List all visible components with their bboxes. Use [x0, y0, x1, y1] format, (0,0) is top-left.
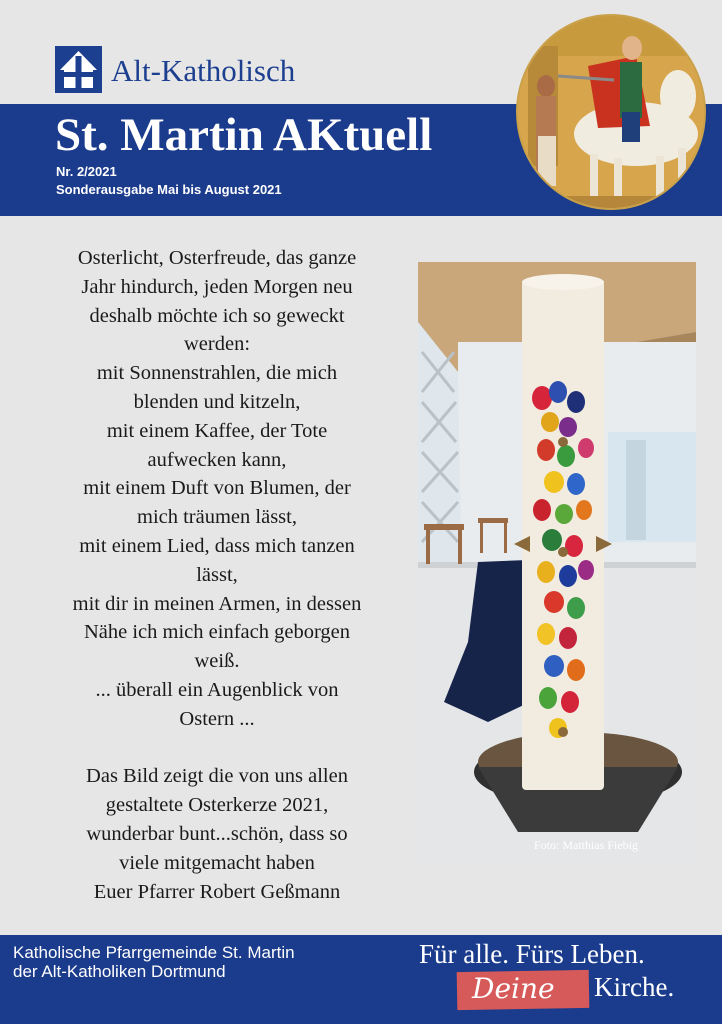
footer-banner [0, 935, 722, 1024]
poem-line: blenden und kitzeln, [133, 390, 301, 413]
caption-line: Das Bild zeigt die von uns allen [86, 765, 348, 788]
caption-line: viele mitgemacht haben [119, 851, 315, 874]
poem-spacer [22, 734, 412, 763]
kirche-text: Kirche. [594, 972, 675, 1002]
poem-line: mit einem Duft von Blumen, der [83, 477, 351, 500]
poem-line: aufwecken kann, [147, 448, 287, 471]
issue-number: Nr. 2/2021 [56, 164, 117, 179]
church-logo-icon [55, 46, 102, 93]
poem-line: mit Sonnenstrahlen, die mich [96, 362, 338, 385]
poem-line: mich träumen lässt, [137, 506, 297, 529]
poem-line: Ostern ... [179, 707, 255, 730]
poem-line: weiß. [194, 650, 240, 673]
parish-name: Katholische Pfarrgemeinde St. Martin [13, 943, 295, 962]
poem-line: ... überall ein Augenblick von [95, 678, 339, 701]
poem-line: Nähe ich mich einfach geborgen [83, 621, 350, 644]
poem-line: Osterlicht, Osterfreude, das ganze [77, 247, 357, 269]
caption-line: wunderbar bunt...schön, dass so [86, 822, 348, 845]
photo-credit: Foto: Matthias Fiebig [533, 838, 638, 852]
caption-line: gestaltete Osterkerze 2021, [105, 794, 329, 817]
slogan-text: Für alle. Fürs Leben. [419, 939, 645, 969]
page-title: St. Martin AKtuell [55, 109, 433, 161]
poem-line: werden: [183, 333, 251, 356]
caption-line: Euer Pfarrer Robert Geßmann [93, 880, 341, 903]
poem-line: mit einem Lied, dass mich tanzen [79, 534, 355, 557]
poem-text [22, 244, 412, 906]
saint-martin-icon-image [516, 14, 706, 210]
poem-line: mit dir in meinen Armen, in dessen [72, 592, 362, 615]
issue-subtitle: Sonderausgabe Mai bis August 2021 [56, 182, 282, 197]
poem-line: Jahr hindurch, jeden Morgen neu [81, 275, 353, 298]
poem-line: mit einem Kaffee, der Tote [106, 419, 328, 442]
easter-candle-photo [418, 262, 696, 861]
deine-script-text: Deine [472, 972, 555, 1005]
poem-line: deshalb möchte ich so geweckt [89, 304, 345, 327]
parish-location: der Alt-Katholiken Dortmund [13, 962, 226, 981]
logo-text: Alt-Katholisch [111, 53, 296, 88]
poem-line: lässt, [196, 563, 238, 586]
